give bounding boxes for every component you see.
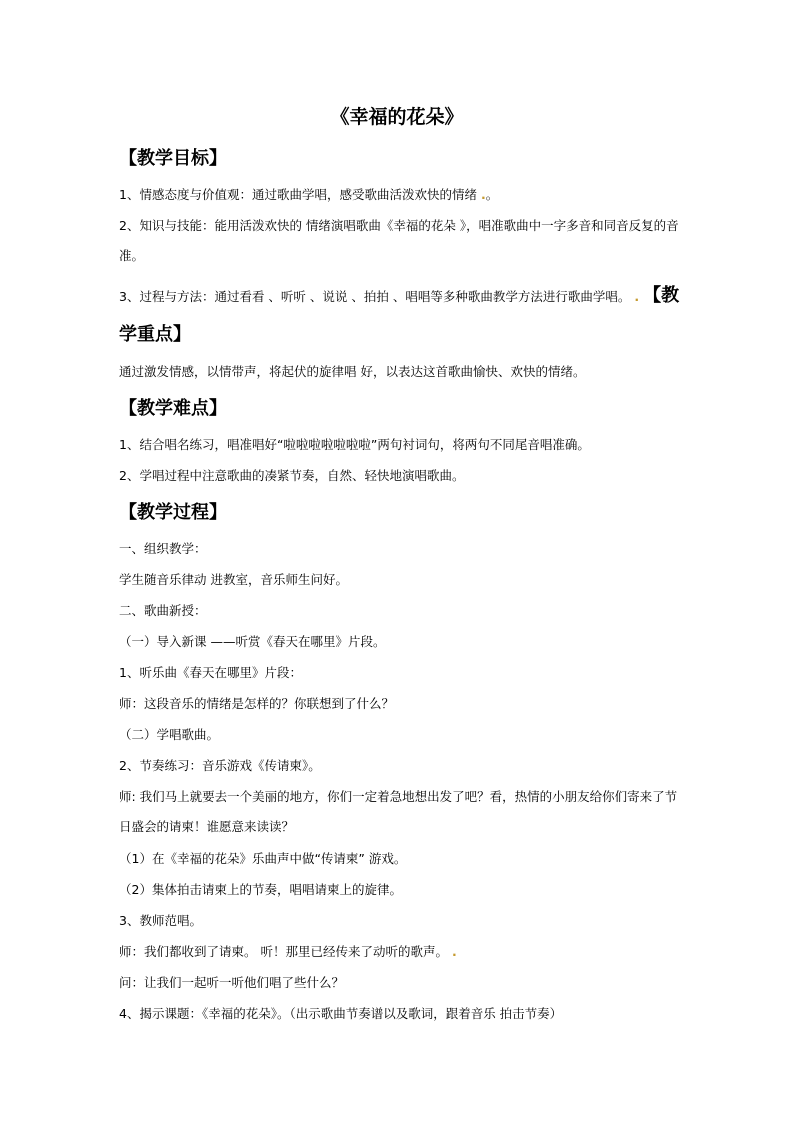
process-line-15: 4、揭示课题：《幸福的花朵》。（出示歌曲节奏谱以及歌词，跟着音乐 拍击节奏）: [119, 1006, 563, 1021]
difficulty-2: 2、学唱过程中注意歌曲的凑紧节奏，自然、轻快地演唱歌曲。: [119, 468, 465, 483]
heading-difficulties: 【教学难点】: [119, 398, 227, 419]
process-line-6: 师：这段音乐的情绪是怎样的？你联想到了什么？: [119, 696, 395, 711]
goal-3-text: 3、过程与方法：通过看看 、听听 、说说 、拍拍 、唱唱等多种歌曲教学方法进行歌曲学唱。: [119, 289, 631, 304]
process-line-9: 师: 我们马上就要去一个美丽的地方，你们一定着急地想出发了吧？看，热情的小朋友给你们寄来了节日盛会的请柬！谁愿意来读读？: [119, 789, 678, 834]
heading-teaching-goals: 【教学目标】: [119, 148, 227, 169]
process-line-2: 学生随音乐律动 进教室，音乐师生问好。: [119, 572, 348, 587]
heading-key-points-part2: 学重点】: [119, 324, 191, 345]
goal-1: [119, 186, 498, 204]
process-line-14: 问：让我们一起听一听他们唱了些什么？: [119, 975, 345, 990]
goal-1-text: 1、情感态度与价值观：通过歌曲学唱，感受歌曲活泼欢快的情绪: [119, 187, 477, 202]
key-point-text: 通过激发情感，以情带声，将起伏的旋律唱 好，以表达这首歌曲愉快、欢快的情绪。: [119, 364, 586, 379]
process-line-7: （二）学唱歌曲。: [119, 727, 220, 742]
process-line-11: （2）集体拍击请柬上的节奏，唱唱请柬上的旋律。: [119, 882, 402, 897]
process-line-10: （1）在《幸福的花朵》乐曲声中做“传请柬” 游戏。: [119, 851, 407, 866]
goal-3: [119, 287, 679, 306]
heading-process: 【教学过程】: [119, 502, 227, 523]
goal-1-end: 。: [485, 187, 499, 202]
process-line-3: 二、歌曲新授：: [119, 603, 207, 618]
process-line-13-text: 师：我们都收到了请柬。 听！那里已经传来了动听的歌声。: [119, 944, 448, 959]
goal-1-dot: .: [480, 187, 486, 202]
goal-3-dot: .: [634, 289, 640, 304]
process-line-1: 一、组织教学：: [119, 541, 207, 556]
process-line-13: [119, 943, 457, 961]
process-line-5: 1、听乐曲《春天在哪里》片段：: [119, 665, 302, 680]
process-line-13-dot: .: [451, 944, 457, 959]
process-line-12: 3、教师范唱。: [119, 913, 202, 928]
process-line-8: 2、节奏练习：音乐游戏《传请柬》。: [119, 758, 321, 773]
heading-key-points-part1: 【教: [643, 285, 680, 306]
document-title: 《幸福的花朵》: [330, 106, 464, 128]
process-line-4: （一）导入新课 ——听赏《春天在哪里》片段。: [119, 634, 386, 649]
difficulty-1: 1、结合唱名练习，唱准唱好“啦啦啦啦啦啦啦”两句衬词句，将两句不同尾音唱准确。: [119, 437, 590, 452]
goal-2: 2、知识与技能：能用活泼欢快的 情绪演唱歌曲《幸福的花朵 》，唱准歌曲中一字多音和同音反复的音准。: [119, 218, 679, 263]
